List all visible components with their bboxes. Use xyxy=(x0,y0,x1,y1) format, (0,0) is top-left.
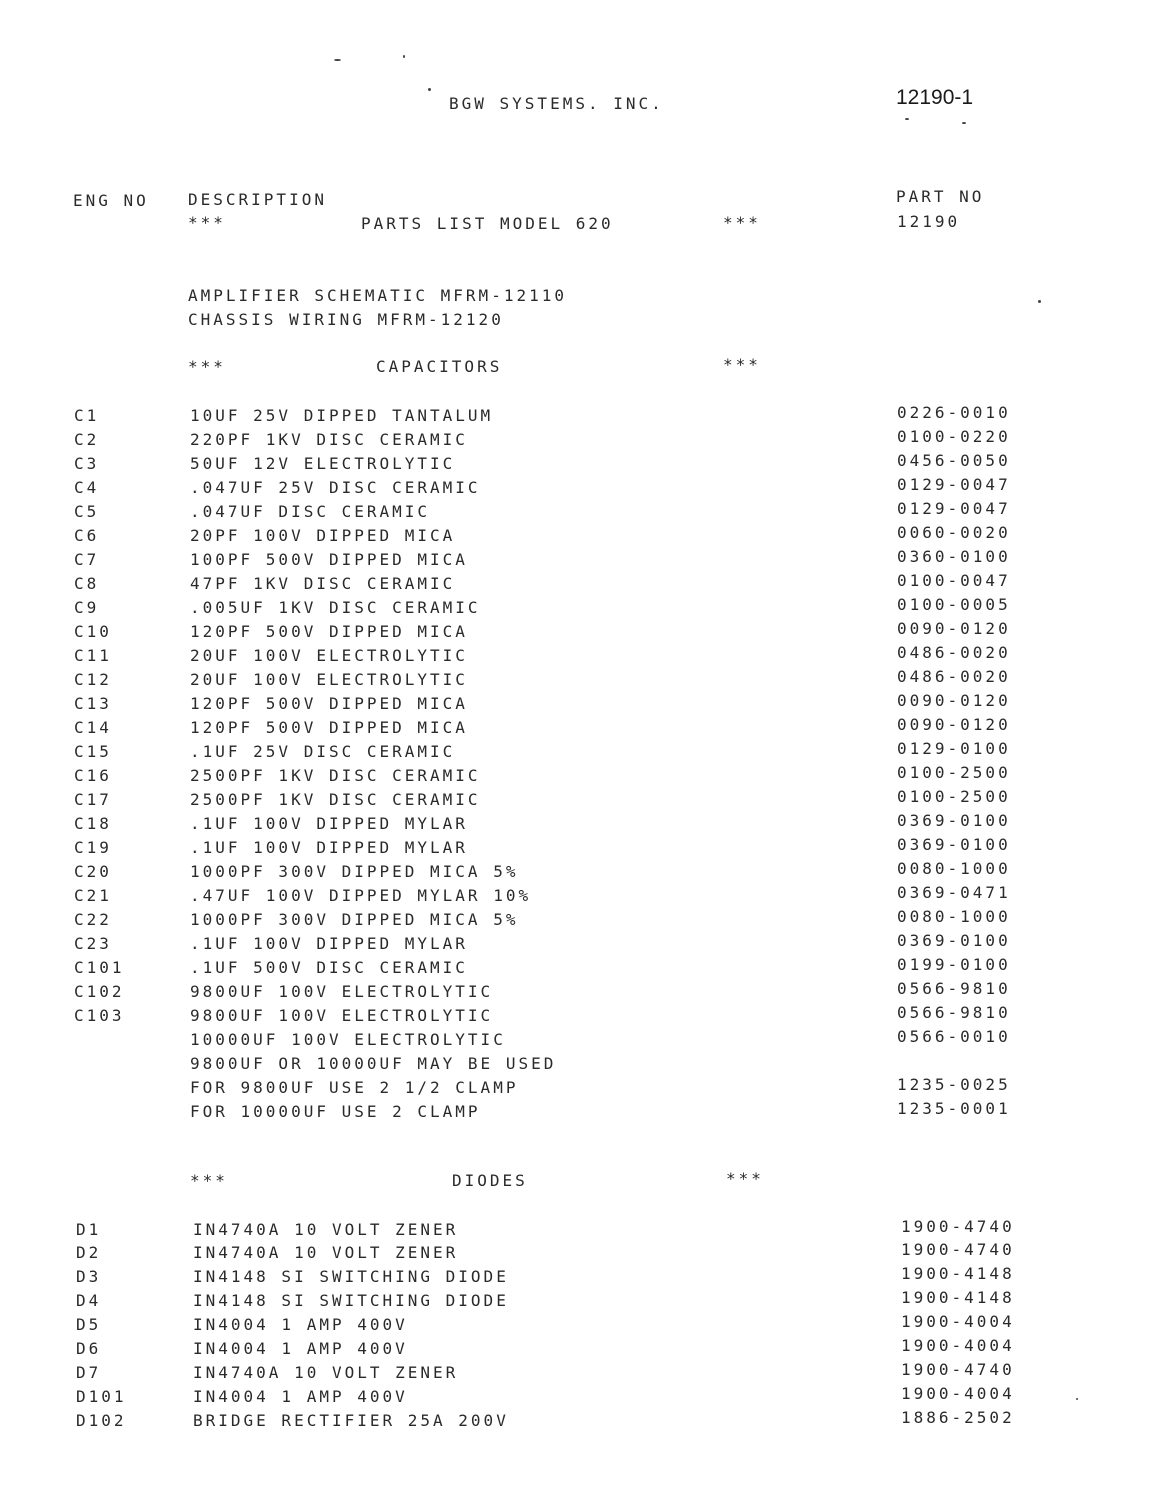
eng-no: C23 xyxy=(74,934,112,953)
description: .047UF DISC CERAMIC xyxy=(190,502,431,521)
description: .1UF 100V DIPPED MYLAR xyxy=(190,814,468,833)
eng-no: C22 xyxy=(74,910,112,929)
section-stars-left: *** xyxy=(190,1171,228,1190)
eng-no: C6 xyxy=(74,526,100,545)
column-header-description: DESCRIPTION xyxy=(188,190,327,209)
description: 50UF 12V ELECTROLYTIC xyxy=(190,454,456,473)
eng-no: C11 xyxy=(74,646,112,665)
part-no: 0199-0100 xyxy=(897,955,1011,974)
part-no: 0129-0047 xyxy=(897,475,1011,494)
section-heading-capacitors: CAPACITORS xyxy=(376,357,503,376)
description: BRIDGE RECTIFIER 25A 200V xyxy=(193,1411,509,1430)
part-no: 0129-0047 xyxy=(897,499,1011,518)
description: 1000PF 300V DIPPED MICA 5% xyxy=(190,910,519,929)
eng-no: C103 xyxy=(74,1006,125,1025)
part-no: 1235-0001 xyxy=(897,1099,1011,1118)
part-no: 0129-0100 xyxy=(897,739,1011,758)
description: IN4148 SI SWITCHING DIODE xyxy=(193,1291,509,1310)
table-row xyxy=(0,1027,1150,1054)
eng-no: D1 xyxy=(76,1220,102,1239)
part-no: 0100-2500 xyxy=(897,787,1011,806)
eng-no: C3 xyxy=(74,454,100,473)
part-no: 1900-4740 xyxy=(901,1240,1015,1259)
description: .005UF 1KV DISC CERAMIC xyxy=(190,598,481,617)
part-no: 0369-0100 xyxy=(897,835,1011,854)
title-stars-left: *** xyxy=(188,213,226,232)
part-no: 0456-0050 xyxy=(897,451,1011,470)
part-no: 0090-0120 xyxy=(897,619,1011,638)
scan-speck xyxy=(962,122,966,124)
scan-speck xyxy=(334,59,341,61)
schematic-reference: CHASSIS WIRING MFRM-12120 xyxy=(188,310,504,329)
description: 120PF 500V DIPPED MICA xyxy=(190,694,468,713)
description: IN4004 1 AMP 400V xyxy=(193,1387,408,1406)
eng-no: C17 xyxy=(74,790,112,809)
eng-no: C5 xyxy=(74,502,100,521)
part-no: 0090-0120 xyxy=(897,715,1011,734)
table-row xyxy=(0,1408,1150,1435)
description: 20UF 100V ELECTROLYTIC xyxy=(190,646,468,665)
part-no: 0100-2500 xyxy=(897,763,1011,782)
part-no: 0100-0047 xyxy=(897,571,1011,590)
eng-no: C102 xyxy=(74,982,125,1001)
eng-no: C15 xyxy=(74,742,112,761)
part-no: 1900-4148 xyxy=(901,1288,1015,1307)
part-no: 0369-0100 xyxy=(897,931,1011,950)
description: .1UF 25V DISC CERAMIC xyxy=(190,742,456,761)
section-stars-right: *** xyxy=(723,355,761,374)
description: 20PF 100V DIPPED MICA xyxy=(190,526,456,545)
company-name: BGW SYSTEMS. INC. xyxy=(449,94,664,113)
description: FOR 10000UF USE 2 CLAMP xyxy=(190,1102,481,1121)
description: IN4004 1 AMP 400V xyxy=(193,1315,408,1334)
eng-no: D2 xyxy=(76,1243,102,1262)
eng-no: C9 xyxy=(74,598,100,617)
part-no: 0566-0010 xyxy=(897,1027,1011,1046)
eng-no: C7 xyxy=(74,550,100,569)
eng-no: C20 xyxy=(74,862,112,881)
eng-no: C21 xyxy=(74,886,112,905)
part-no: 0360-0100 xyxy=(897,547,1011,566)
part-no: 1886-2502 xyxy=(901,1408,1015,1427)
description: IN4740A 10 VOLT ZENER xyxy=(193,1363,459,1382)
parts-list-title: PARTS LIST MODEL 620 xyxy=(361,214,614,233)
eng-no: C18 xyxy=(74,814,112,833)
eng-no: C10 xyxy=(74,622,112,641)
part-no: 1235-0025 xyxy=(897,1075,1011,1094)
description: IN4004 1 AMP 400V xyxy=(193,1339,408,1358)
part-no: 0486-0020 xyxy=(897,667,1011,686)
title-stars-right: *** xyxy=(723,213,761,232)
eng-no: C19 xyxy=(74,838,112,857)
part-no: 0226-0010 xyxy=(897,403,1011,422)
schematic-reference: AMPLIFIER SCHEMATIC MFRM-12110 xyxy=(188,286,567,305)
document-number: 12190-1 xyxy=(896,86,974,109)
description: 9800UF OR 10000UF MAY BE USED xyxy=(190,1054,557,1073)
eng-no: D7 xyxy=(76,1363,102,1382)
section-stars-left: *** xyxy=(188,357,226,376)
part-no: 1900-4148 xyxy=(901,1264,1015,1283)
description: IN4740A 10 VOLT ZENER xyxy=(193,1243,459,1262)
description: 120PF 500V DIPPED MICA xyxy=(190,622,468,641)
description: 2500PF 1KV DISC CERAMIC xyxy=(190,790,481,809)
description: FOR 9800UF USE 2 1/2 CLAMP xyxy=(190,1078,519,1097)
eng-no: C101 xyxy=(74,958,125,977)
part-no: 0566-9810 xyxy=(897,1003,1011,1022)
eng-no: C1 xyxy=(74,406,100,425)
eng-no: C13 xyxy=(74,694,112,713)
description: .1UF 500V DISC CERAMIC xyxy=(190,958,468,977)
description: 9800UF 100V ELECTROLYTIC xyxy=(190,1006,494,1025)
description: 9800UF 100V ELECTROLYTIC xyxy=(190,982,494,1001)
scan-speck xyxy=(403,55,405,58)
section-heading-diodes: DIODES xyxy=(452,1171,528,1190)
column-header-eng-no: ENG NO xyxy=(73,191,149,210)
table-row xyxy=(0,1099,1150,1126)
part-no: 0369-0471 xyxy=(897,883,1011,902)
description: 10UF 25V DIPPED TANTALUM xyxy=(190,406,494,425)
eng-no: C12 xyxy=(74,670,112,689)
part-no: 0566-9810 xyxy=(897,979,1011,998)
eng-no: D4 xyxy=(76,1291,102,1310)
part-no: 1900-4740 xyxy=(901,1217,1015,1236)
eng-no: D102 xyxy=(76,1411,127,1430)
part-no: 0080-1000 xyxy=(897,907,1011,926)
eng-no: C4 xyxy=(74,478,100,497)
description: 220PF 1KV DISC CERAMIC xyxy=(190,430,468,449)
part-no: 0090-0120 xyxy=(897,691,1011,710)
eng-no: C8 xyxy=(74,574,100,593)
description: 120PF 500V DIPPED MICA xyxy=(190,718,468,737)
description: IN4148 SI SWITCHING DIODE xyxy=(193,1267,509,1286)
part-no: 0060-0020 xyxy=(897,523,1011,542)
part-no: 1900-4740 xyxy=(901,1360,1015,1379)
part-no: 0369-0100 xyxy=(897,811,1011,830)
description: 2500PF 1KV DISC CERAMIC xyxy=(190,766,481,785)
part-no: 0100-0220 xyxy=(897,427,1011,446)
description: .47UF 100V DIPPED MYLAR 10% xyxy=(190,886,532,905)
scan-speck xyxy=(1038,300,1041,303)
eng-no: C16 xyxy=(74,766,112,785)
description: 1000PF 300V DIPPED MICA 5% xyxy=(190,862,519,881)
description: .1UF 100V DIPPED MYLAR xyxy=(190,838,468,857)
eng-no: D3 xyxy=(76,1267,102,1286)
part-no: 0100-0005 xyxy=(897,595,1011,614)
eng-no: D6 xyxy=(76,1339,102,1358)
description: 47PF 1KV DISC CERAMIC xyxy=(190,574,456,593)
description: 100PF 500V DIPPED MICA xyxy=(190,550,468,569)
description: .1UF 100V DIPPED MYLAR xyxy=(190,934,468,953)
description: IN4740A 10 VOLT ZENER xyxy=(193,1220,459,1239)
scan-speck xyxy=(905,118,909,120)
part-no: 1900-4004 xyxy=(901,1312,1015,1331)
description: 10000UF 100V ELECTROLYTIC xyxy=(190,1030,506,1049)
part-no: 0486-0020 xyxy=(897,643,1011,662)
eng-no: D5 xyxy=(76,1315,102,1334)
eng-no: D101 xyxy=(76,1387,127,1406)
part-no: 1900-4004 xyxy=(901,1336,1015,1355)
title-part-no: 12190 xyxy=(897,212,961,231)
section-stars-right: *** xyxy=(726,1169,764,1188)
part-no: 1900-4004 xyxy=(901,1384,1015,1403)
part-no: 0080-1000 xyxy=(897,859,1011,878)
description: 20UF 100V ELECTROLYTIC xyxy=(190,670,468,689)
scan-speck xyxy=(428,88,431,91)
eng-no: C2 xyxy=(74,430,100,449)
column-header-part-no: PART NO xyxy=(896,187,985,206)
description: .047UF 25V DISC CERAMIC xyxy=(190,478,481,497)
eng-no: C14 xyxy=(74,718,112,737)
